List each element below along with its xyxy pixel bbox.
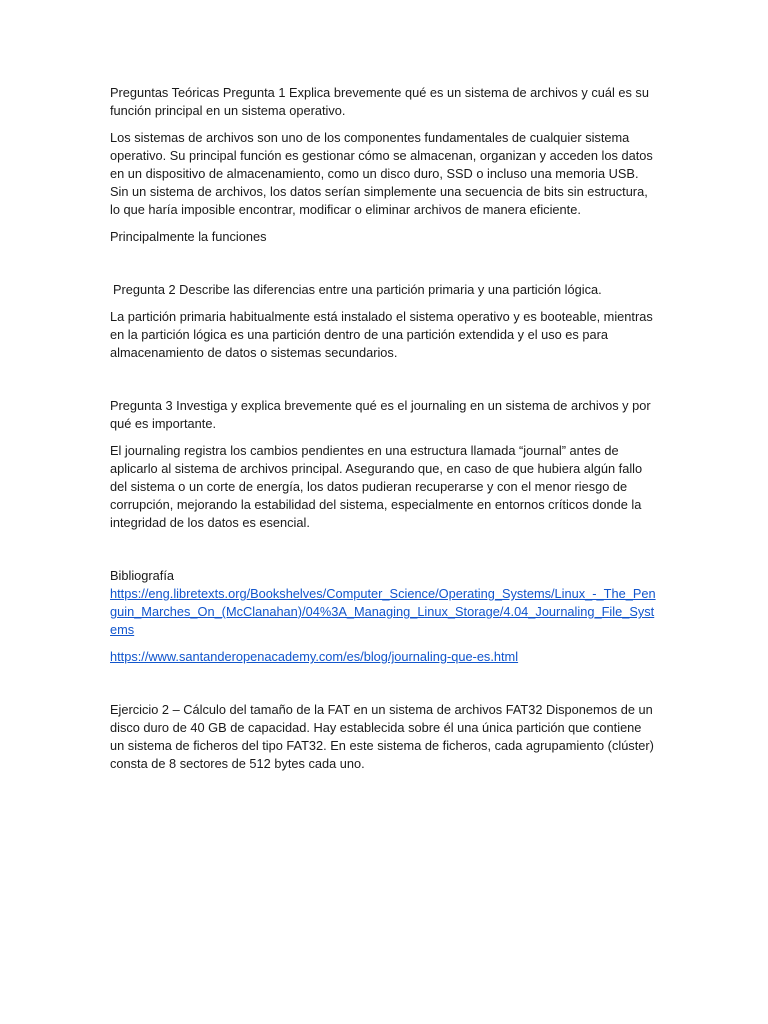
bibliography-link-santander[interactable]: https://www.santanderopenacademy.com/es/blog/journaling-que-es.html xyxy=(110,649,519,664)
question-2-answer: La partición primaria habitualmente está instalado el sistema operativo y es booteable, mientras en la partición lógica es una partición dentro de una partición extendida y el uso es para almacenamiento de datos o sistemas secundarios. xyxy=(110,309,653,360)
bibliography-section xyxy=(110,567,658,666)
question-3-answer: El journaling registra los cambios pendientes en una estructura llamada “journal” antes de aplicarlo al sistema de archivos principal. Asegurando que, en caso de que hubiera algún fallo del sistema o un corte de energía, los datos pudieran recuperarse y con el menor riesgo de corrupción, mejorando la estabilidad del sistema, especialmente en entornos críticos donde la integridad de los datos es esencial. xyxy=(110,443,643,530)
question-3-prompt: Pregunta 3 Investiga y explica brevemente qué es el journaling en un sistema de archivos y por qué es importante. xyxy=(110,398,651,431)
bibliography-title: Bibliografía xyxy=(110,568,175,583)
question-1-note: Principalmente la funciones xyxy=(110,229,267,244)
bibliography-link-libretexts[interactable]: https://eng.libretexts.org/Bookshelves/Computer_Science/Operating_Systems/Linux_-_The_Penguin_Marches_On_(McClanahan)/04%3A_Managing_Linux_Storage/4.04_Journaling_File_Systems xyxy=(110,586,656,637)
question-1-prompt: Preguntas Teóricas Pregunta 1 Explica brevemente qué es un sistema de archivos y cuál es su función principal en un sistema operativo. xyxy=(110,85,649,118)
document-page xyxy=(110,84,658,782)
question-1-answer: Los sistemas de archivos son uno de los componentes fundamentales de cualquier sistema operativo. Su principal función es gestionar cómo se almacenan, organizan y acceden los datos en un dispositivo de almacenamiento, como un disco duro, SSD o incluso una memoria USB. Sin un sistema de archivos, los datos serían simplemente una secuencia de bits sin estructura, lo que haría imposible encontrar, modificar o eliminar archivos de manera eficiente. xyxy=(110,130,653,217)
exercise-2-statement: Ejercicio 2 – Cálculo del tamaño de la FAT en un sistema de archivos FAT32 Disponemos de un disco duro de 40 GB de capacidad. Hay establecida sobre él una única partición que contiene un sistema de ficheros del tipo FAT32. En este sistema de ficheros, cada agrupamiento (clúster) consta de 8 sectores de 512 bytes cada uno. xyxy=(110,702,654,771)
question-2-prompt: Pregunta 2 Describe las diferencias entre una partición primaria y una partición lógica. xyxy=(113,282,602,297)
